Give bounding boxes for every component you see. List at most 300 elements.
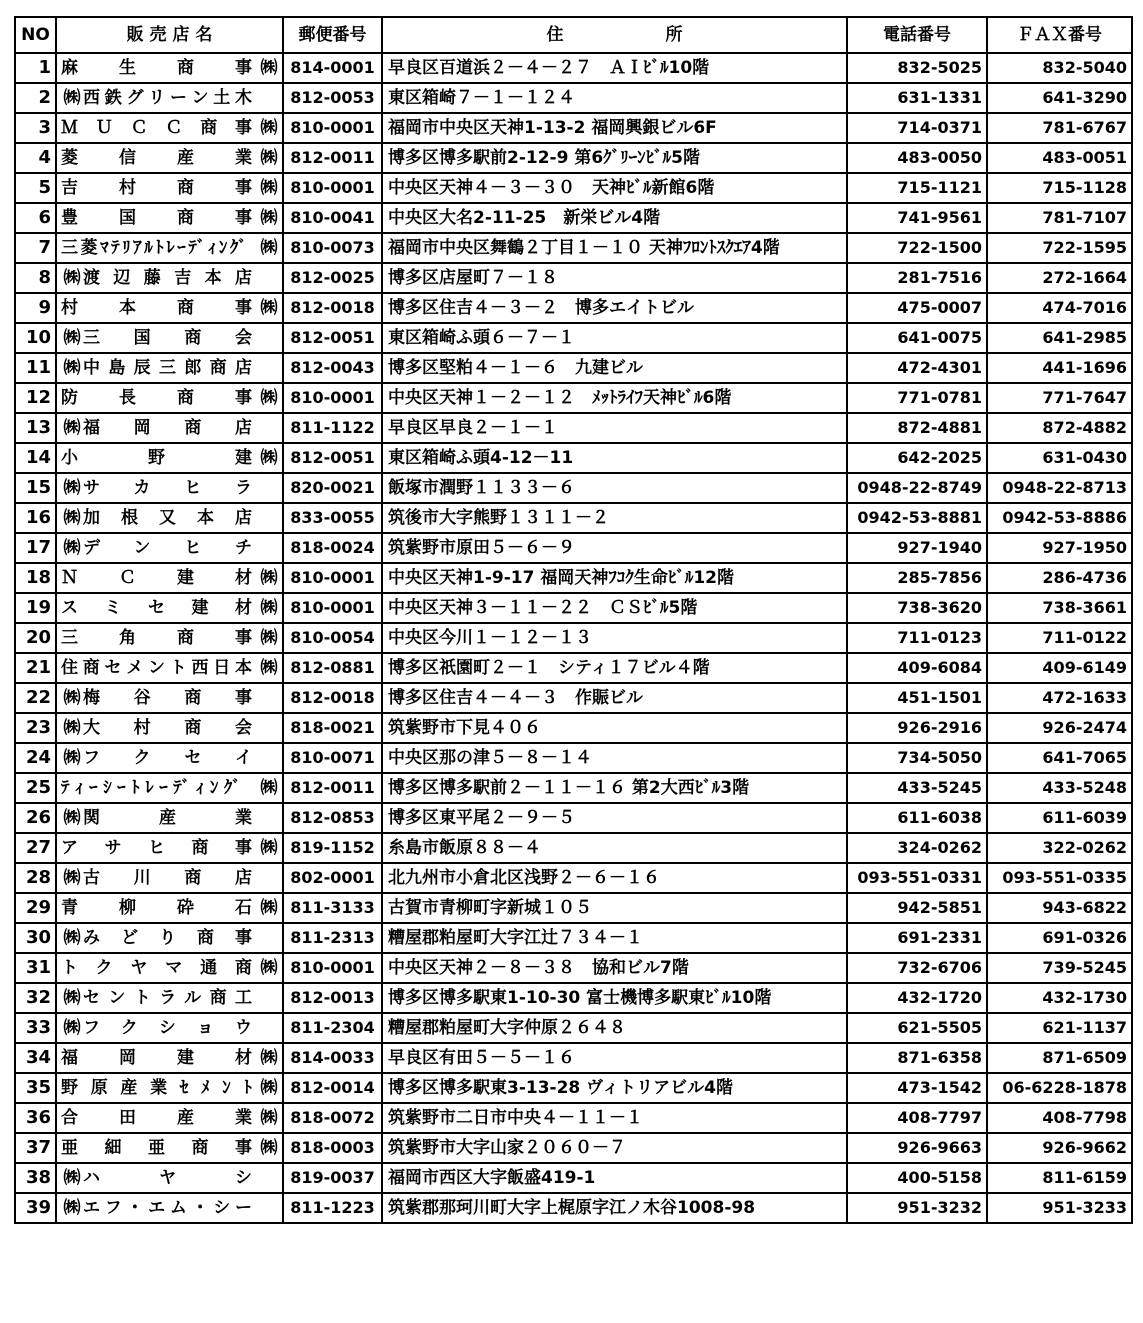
postal-code: 810-0001 (283, 953, 382, 983)
dealer-name: 三国商会 (83, 328, 252, 348)
table-row (15, 1073, 1132, 1103)
dealer-name-cell (56, 653, 283, 683)
fax-number: 951-3233 (987, 1193, 1132, 1223)
row-no: 38 (15, 1163, 56, 1193)
table-row (15, 953, 1132, 983)
postal-code: 810-0041 (283, 203, 382, 233)
row-no: 18 (15, 563, 56, 593)
phone-number: 483-0050 (847, 143, 987, 173)
row-no: 26 (15, 803, 56, 833)
dealer-name: フクショウ (83, 1018, 252, 1038)
row-no: 13 (15, 413, 56, 443)
dealer-name-cell (56, 1043, 283, 1073)
table-row (15, 53, 1132, 83)
postal-code: 812-0014 (283, 1073, 382, 1103)
phone-number: 432-1720 (847, 983, 987, 1013)
dealer-name: 菱信産業 (61, 148, 252, 168)
table-row (15, 623, 1132, 653)
dealer-name: スミセ建材 (61, 598, 252, 618)
fax-number: 771-7647 (987, 383, 1132, 413)
postal-code: 810-0054 (283, 623, 382, 653)
postal-code: 820-0021 (283, 473, 382, 503)
row-no: 11 (15, 353, 56, 383)
company-suffix-mark: ㈱ (260, 1048, 278, 1068)
fax-number: 441-1696 (987, 353, 1132, 383)
company-suffix-mark: ㈱ (260, 598, 278, 618)
dealer-name: 渡辺藤吉本店 (83, 268, 252, 288)
dealer-name-cell (56, 1073, 283, 1103)
company-prefix-mark: ㈱ (63, 928, 81, 948)
header-tel: 電話番号 (847, 17, 987, 53)
dealer-name: 古川商店 (83, 868, 252, 888)
dealer-name-cell (56, 1133, 283, 1163)
dealer-name: ハヤシ (83, 1168, 252, 1188)
table-row (15, 773, 1132, 803)
fax-number: 631-0430 (987, 443, 1132, 473)
table-row (15, 353, 1132, 383)
table-row (15, 683, 1132, 713)
company-suffix-mark: ㈱ (260, 628, 278, 648)
postal-code: 812-0011 (283, 143, 382, 173)
postal-code: 802-0001 (283, 863, 382, 893)
address: 早良区早良２－１－１ (382, 413, 847, 443)
row-no: 8 (15, 263, 56, 293)
row-no: 25 (15, 773, 56, 803)
dealer-name-cell (56, 383, 283, 413)
address: 博多区住吉４－３－２ 博多エイトビル (382, 293, 847, 323)
address: 筑後市大字熊野１３１１－２ (382, 503, 847, 533)
row-no: 23 (15, 713, 56, 743)
postal-code: 810-0001 (283, 173, 382, 203)
address: 博多区堅粕４－１－６ 九建ビル (382, 353, 847, 383)
row-no: 35 (15, 1073, 56, 1103)
table-row (15, 803, 1132, 833)
table-row (15, 1043, 1132, 1073)
company-suffix-mark: ㈱ (260, 178, 278, 198)
phone-number: 926-9663 (847, 1133, 987, 1163)
fax-number: 872-4882 (987, 413, 1132, 443)
postal-code: 812-0011 (283, 773, 382, 803)
postal-code: 812-0013 (283, 983, 382, 1013)
address: 中央区天神２－８－３８ 協和ビル7階 (382, 953, 847, 983)
dealer-name-cell (56, 353, 283, 383)
dealer-name: エフ・エム・シー (83, 1198, 252, 1218)
dealer-name: 小野建 (61, 448, 252, 468)
table-row (15, 293, 1132, 323)
dealer-name-cell (56, 203, 283, 233)
row-no: 3 (15, 113, 56, 143)
postal-code: 812-0881 (283, 653, 382, 683)
fax-number: 641-7065 (987, 743, 1132, 773)
dealer-name: 福岡建材 (61, 1048, 252, 1068)
company-prefix-mark: ㈱ (63, 868, 81, 888)
dealer-name: 豊国商事 (61, 208, 252, 228)
row-no: 22 (15, 683, 56, 713)
dealer-name: 中島辰三郎商店 (83, 358, 252, 378)
company-suffix-mark: ㈱ (260, 1078, 278, 1098)
postal-code: 818-0003 (283, 1133, 382, 1163)
address: 中央区今川１－１２－１３ (382, 623, 847, 653)
phone-number: 715-1121 (847, 173, 987, 203)
row-no: 27 (15, 833, 56, 863)
dealer-name-cell (56, 263, 283, 293)
company-prefix-mark: ㈱ (63, 268, 81, 288)
phone-number: 927-1940 (847, 533, 987, 563)
fax-number: 711-0122 (987, 623, 1132, 653)
company-suffix-mark: ㈱ (260, 838, 278, 858)
postal-code: 810-0001 (283, 593, 382, 623)
row-no: 9 (15, 293, 56, 323)
dealer-name-cell (56, 983, 283, 1013)
company-prefix-mark: ㈱ (63, 418, 81, 438)
address: 博多区祇園町２－１ シティ１７ビル４階 (382, 653, 847, 683)
dealer-name-cell (56, 503, 283, 533)
table-row (15, 533, 1132, 563)
row-no: 34 (15, 1043, 56, 1073)
dealer-name-cell (56, 293, 283, 323)
fax-number: 715-1128 (987, 173, 1132, 203)
postal-code: 810-0071 (283, 743, 382, 773)
dealer-name: 福岡商店 (83, 418, 252, 438)
fax-number: 927-1950 (987, 533, 1132, 563)
company-prefix-mark: ㈱ (63, 508, 81, 528)
fax-number: 641-2985 (987, 323, 1132, 353)
address: 東区箱崎ふ頭６－７－１ (382, 323, 847, 353)
fax-number: 722-1595 (987, 233, 1132, 263)
fax-number: 621-1137 (987, 1013, 1132, 1043)
dealer-name-cell (56, 473, 283, 503)
address: 早良区有田５－５－１６ (382, 1043, 847, 1073)
dealer-name: 関産業 (83, 808, 252, 828)
row-no: 5 (15, 173, 56, 203)
company-suffix-mark: ㈱ (260, 1138, 278, 1158)
fax-number: 433-5248 (987, 773, 1132, 803)
table-row (15, 833, 1132, 863)
address: 博多区博多駅前2-12-9 第6ｸﾞﾘｰﾝﾋﾞﾙ5階 (382, 143, 847, 173)
address: 糸島市飯原８８－４ (382, 833, 847, 863)
postal-code: 814-0033 (283, 1043, 382, 1073)
row-no: 33 (15, 1013, 56, 1043)
dealer-name: 村本商事 (61, 298, 252, 318)
phone-number: 451-1501 (847, 683, 987, 713)
header-name: 販 売 店 名 (56, 17, 283, 53)
dealer-name-cell (56, 923, 283, 953)
fax-number: 691-0326 (987, 923, 1132, 953)
table-row (15, 173, 1132, 203)
row-no: 7 (15, 233, 56, 263)
phone-number: 734-5050 (847, 743, 987, 773)
dealer-name-cell (56, 773, 283, 803)
address: 中央区天神１－２－１２ ﾒｯﾄﾗｲﾌ天神ﾋﾞﾙ6階 (382, 383, 847, 413)
dealer-table (14, 16, 1133, 1224)
fax-number: 926-9662 (987, 1133, 1132, 1163)
phone-number: 409-6084 (847, 653, 987, 683)
postal-code: 811-1223 (283, 1193, 382, 1223)
table-row (15, 893, 1132, 923)
phone-number: 738-3620 (847, 593, 987, 623)
table-row (15, 863, 1132, 893)
address: 中央区天神1-9-17 福岡天神ﾌｺｸ生命ﾋﾞﾙ12階 (382, 563, 847, 593)
fax-number: 811-6159 (987, 1163, 1132, 1193)
dealer-name: ＭＵＣＣ商事 (61, 118, 252, 138)
row-no: 2 (15, 83, 56, 113)
postal-code: 811-1122 (283, 413, 382, 443)
table-row (15, 143, 1132, 173)
dealer-name: ﾃｨｰｼｰﾄﾚｰﾃﾞｨﾝｸﾞ (61, 778, 247, 798)
fax-number: 432-1730 (987, 983, 1132, 1013)
company-prefix-mark: ㈱ (63, 748, 81, 768)
row-no: 31 (15, 953, 56, 983)
phone-number: 691-2331 (847, 923, 987, 953)
dealer-name-cell (56, 533, 283, 563)
dealer-name: 青柳砕石 (61, 898, 252, 918)
dealer-name: 梅谷商事 (83, 688, 252, 708)
fax-number: 781-7107 (987, 203, 1132, 233)
phone-number: 408-7797 (847, 1103, 987, 1133)
address: 筑紫野市二日市中央４－１１－１ (382, 1103, 847, 1133)
postal-code: 819-1152 (283, 833, 382, 863)
dealer-name-cell (56, 803, 283, 833)
table-row (15, 203, 1132, 233)
fax-number: 093-551-0335 (987, 863, 1132, 893)
postal-code: 819-0037 (283, 1163, 382, 1193)
table-row (15, 653, 1132, 683)
address: 糟屋郡粕屋町大字仲原２６４８ (382, 1013, 847, 1043)
fax-number: 926-2474 (987, 713, 1132, 743)
company-prefix-mark: ㈱ (63, 1168, 81, 1188)
company-suffix-mark: ㈱ (260, 448, 278, 468)
dealer-name-cell (56, 83, 283, 113)
header-zip: 郵便番号 (283, 17, 382, 53)
fax-number: 832-5040 (987, 53, 1132, 83)
row-no: 1 (15, 53, 56, 83)
company-suffix-mark: ㈱ (260, 298, 278, 318)
header-no: NO (15, 17, 56, 53)
company-suffix-mark: ㈱ (260, 568, 278, 588)
row-no: 17 (15, 533, 56, 563)
table-row (15, 1193, 1132, 1223)
table-header (15, 17, 1132, 53)
address: 早良区百道浜２－４－２７ ＡＩﾋﾞﾙ10階 (382, 53, 847, 83)
company-suffix-mark: ㈱ (260, 58, 278, 78)
dealer-name-cell (56, 233, 283, 263)
dealer-name-cell (56, 683, 283, 713)
fax-number: 322-0262 (987, 833, 1132, 863)
phone-number: 732-6706 (847, 953, 987, 983)
postal-code: 810-0001 (283, 563, 382, 593)
phone-number: 641-0075 (847, 323, 987, 353)
phone-number: 631-1331 (847, 83, 987, 113)
company-prefix-mark: ㈱ (63, 538, 81, 558)
dealer-name: デンヒチ (83, 538, 252, 558)
address: 中央区天神３－１１－２２ ＣＳﾋﾞﾙ5階 (382, 593, 847, 623)
fax-number: 0948-22-8713 (987, 473, 1132, 503)
postal-code: 812-0053 (283, 83, 382, 113)
fax-number: 286-4736 (987, 563, 1132, 593)
phone-number: 281-7516 (847, 263, 987, 293)
row-no: 39 (15, 1193, 56, 1223)
dealer-name-cell (56, 143, 283, 173)
address: 中央区天神４－３－３０ 天神ﾋﾞﾙ新館6階 (382, 173, 847, 203)
table-row (15, 443, 1132, 473)
postal-code: 818-0021 (283, 713, 382, 743)
dealer-name: セントラル商工 (83, 988, 252, 1008)
postal-code: 812-0043 (283, 353, 382, 383)
fax-number: 943-6822 (987, 893, 1132, 923)
company-suffix-mark: ㈱ (260, 388, 278, 408)
phone-number: 951-3232 (847, 1193, 987, 1223)
company-prefix-mark: ㈱ (63, 1198, 81, 1218)
postal-code: 812-0018 (283, 683, 382, 713)
row-no: 19 (15, 593, 56, 623)
table-row (15, 323, 1132, 353)
dealer-name-cell (56, 953, 283, 983)
dealer-name: 麻生商事 (61, 58, 252, 78)
fax-number: 871-6509 (987, 1043, 1132, 1073)
company-suffix-mark: ㈱ (260, 118, 278, 138)
postal-code: 812-0051 (283, 323, 382, 353)
company-prefix-mark: ㈱ (63, 808, 81, 828)
phone-number: 0942-53-8881 (847, 503, 987, 533)
table-row (15, 413, 1132, 443)
phone-number: 926-2916 (847, 713, 987, 743)
table-row (15, 713, 1132, 743)
postal-code: 810-0001 (283, 383, 382, 413)
table-row (15, 1103, 1132, 1133)
fax-number: 06-6228-1878 (987, 1073, 1132, 1103)
dealer-name-cell (56, 593, 283, 623)
postal-code: 818-0072 (283, 1103, 382, 1133)
dealer-name: フクセイ (83, 748, 252, 768)
table-row (15, 1133, 1132, 1163)
phone-number: 942-5851 (847, 893, 987, 923)
address: 博多区博多駅前２－１１－１６ 第2大西ﾋﾞﾙ3階 (382, 773, 847, 803)
fax-number: 483-0051 (987, 143, 1132, 173)
table-row (15, 233, 1132, 263)
table-row (15, 113, 1132, 143)
dealer-name-cell (56, 323, 283, 353)
row-no: 14 (15, 443, 56, 473)
table-row (15, 383, 1132, 413)
header-fax: ＦＡＸ番号 (987, 17, 1132, 53)
phone-number: 871-6358 (847, 1043, 987, 1073)
fax-number: 738-3661 (987, 593, 1132, 623)
address: 福岡市西区大字飯盛419-1 (382, 1163, 847, 1193)
address: 福岡市中央区天神1-13-2 福岡興銀ビル6F (382, 113, 847, 143)
phone-number: 475-0007 (847, 293, 987, 323)
row-no: 10 (15, 323, 56, 353)
company-suffix-mark: ㈱ (260, 658, 278, 678)
table-row (15, 473, 1132, 503)
dealer-name-cell (56, 563, 283, 593)
company-prefix-mark: ㈱ (63, 1018, 81, 1038)
dealer-name-cell (56, 743, 283, 773)
row-no: 36 (15, 1103, 56, 1133)
company-suffix-mark: ㈱ (260, 208, 278, 228)
address: 筑紫野市大字山家２０６０－７ (382, 1133, 847, 1163)
postal-code: 812-0018 (283, 293, 382, 323)
dealer-name-cell (56, 413, 283, 443)
postal-code: 814-0001 (283, 53, 382, 83)
address: 糟屋郡粕屋町大字江辻７３４－１ (382, 923, 847, 953)
phone-number: 872-4881 (847, 413, 987, 443)
postal-code: 811-3133 (283, 893, 382, 923)
row-no: 16 (15, 503, 56, 533)
dealer-name-cell (56, 53, 283, 83)
dealer-name-cell (56, 1103, 283, 1133)
company-prefix-mark: ㈱ (63, 688, 81, 708)
row-no: 15 (15, 473, 56, 503)
phone-number: 611-6038 (847, 803, 987, 833)
address: 飯塚市潤野１１３３－６ (382, 473, 847, 503)
phone-number: 711-0123 (847, 623, 987, 653)
company-prefix-mark: ㈱ (63, 358, 81, 378)
dealer-name-cell (56, 173, 283, 203)
dealer-name-cell (56, 1163, 283, 1193)
phone-number: 642-2025 (847, 443, 987, 473)
company-suffix-mark: ㈱ (260, 958, 278, 978)
dealer-name: サカヒラ (83, 478, 252, 498)
address: 東区箱崎７－１－１２４ (382, 83, 847, 113)
address: 筑紫野市下見４０６ (382, 713, 847, 743)
company-prefix-mark: ㈱ (63, 88, 81, 108)
row-no: 4 (15, 143, 56, 173)
address: 博多区住吉４－４－３ 作賑ビル (382, 683, 847, 713)
phone-number: 621-5505 (847, 1013, 987, 1043)
address: 福岡市中央区舞鶴２丁目１－１０ 天神ﾌﾛﾝﾄｽｸｴｱ4階 (382, 233, 847, 263)
dealer-name-cell (56, 443, 283, 473)
dealer-name-cell (56, 623, 283, 653)
phone-number: 741-9561 (847, 203, 987, 233)
table-row (15, 263, 1132, 293)
row-no: 28 (15, 863, 56, 893)
postal-code: 833-0055 (283, 503, 382, 533)
table-row (15, 743, 1132, 773)
company-prefix-mark: ㈱ (63, 478, 81, 498)
row-no: 37 (15, 1133, 56, 1163)
address: 中央区大名2-11-25 新栄ビル4階 (382, 203, 847, 233)
dealer-name: 三菱ﾏﾃﾘｱﾙﾄﾚｰﾃﾞｨﾝｸﾞ (61, 238, 250, 258)
row-no: 32 (15, 983, 56, 1013)
dealer-name: トクヤマ通商 (61, 958, 252, 978)
company-suffix-mark: ㈱ (260, 778, 278, 798)
fax-number: 408-7798 (987, 1103, 1132, 1133)
row-no: 20 (15, 623, 56, 653)
row-no: 12 (15, 383, 56, 413)
dealer-name-cell (56, 893, 283, 923)
address: 古賀市青柳町字新城１０５ (382, 893, 847, 923)
dealer-name: 亜細亜商事 (61, 1138, 252, 1158)
dealer-name: 住商セメント西日本 (61, 658, 252, 678)
fax-number: 781-6767 (987, 113, 1132, 143)
address: 博多区店屋町７－１８ (382, 263, 847, 293)
dealer-name: 合田産業 (61, 1108, 252, 1128)
phone-number: 771-0781 (847, 383, 987, 413)
table-row (15, 1013, 1132, 1043)
postal-code: 812-0051 (283, 443, 382, 473)
dealer-name-cell (56, 863, 283, 893)
address: 筑紫野市原田５－６－９ (382, 533, 847, 563)
dealer-name: みどり商事 (83, 928, 252, 948)
address: 東区箱崎ふ頭4-12－11 (382, 443, 847, 473)
dealer-name: ＮＣ建材 (61, 568, 252, 588)
dealer-name: 西鉄グリーン土木 (83, 88, 252, 108)
table-row (15, 983, 1132, 1013)
fax-number: 409-6149 (987, 653, 1132, 683)
phone-number: 472-4301 (847, 353, 987, 383)
company-suffix-mark: ㈱ (260, 238, 278, 258)
postal-code: 818-0024 (283, 533, 382, 563)
